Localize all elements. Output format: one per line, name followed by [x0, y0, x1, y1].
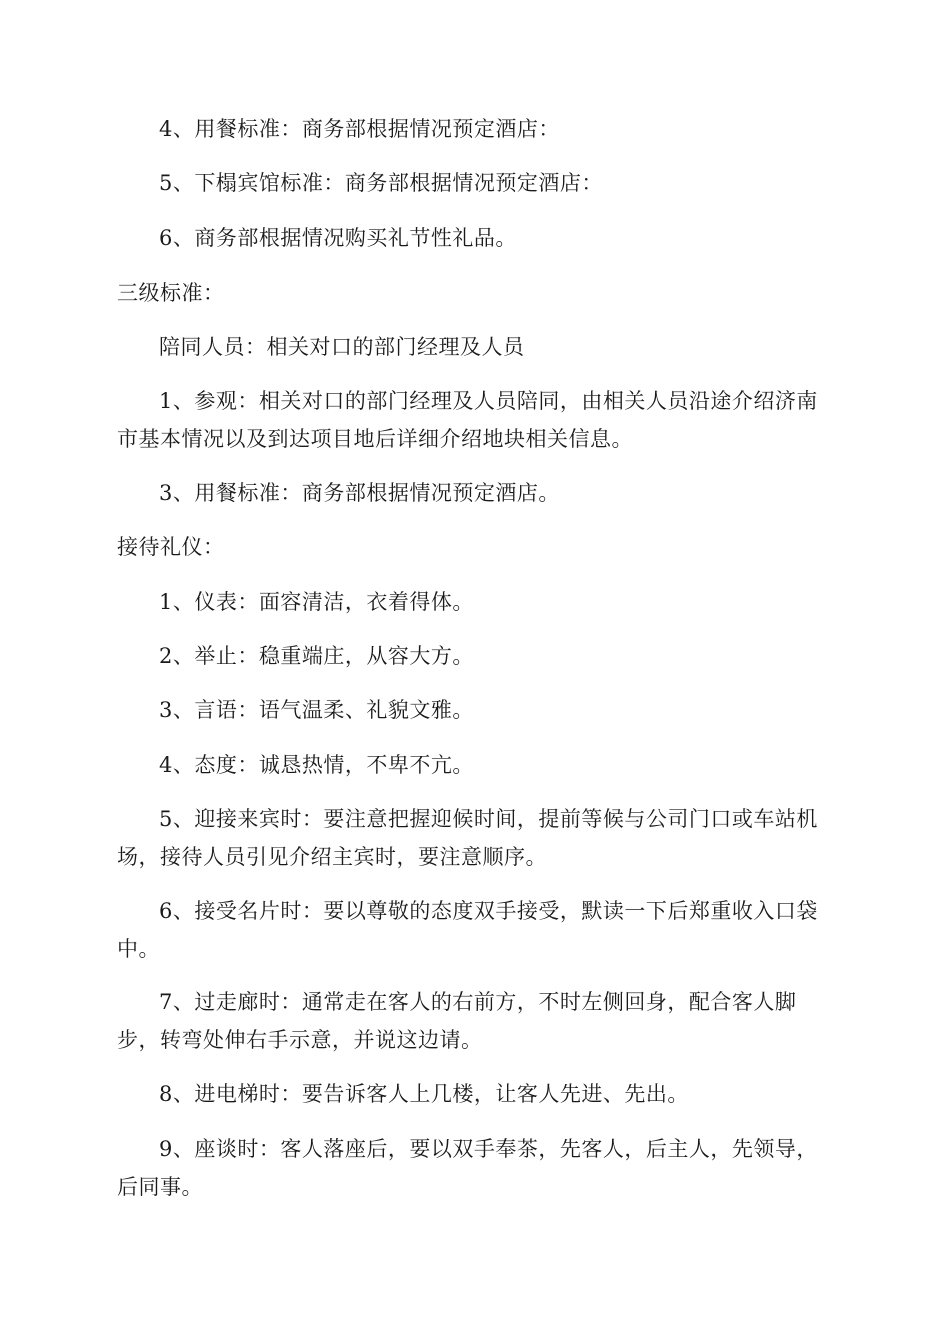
paragraph-meal-standard: 4、用餐标准：商务部根据情况预定酒店：	[159, 117, 560, 141]
paragraph-accompanying-staff: 陪同人员：相关对口的部门经理及人员	[159, 335, 525, 359]
paragraph-hotel-standard: 5、下榻宾馆标准：商务部根据情况预定酒店：	[159, 171, 603, 195]
paragraph-welcome-guests: 5、迎接来宾时：要注意把握迎候时间，提前等候与公司门口或车站机场，接待人员引见介绍主宾时，要注意顺序。	[117, 807, 818, 869]
paragraph-appearance: 1、仪表：面容清洁，衣着得体。	[159, 590, 474, 614]
paragraph-meal-standard-3: 3、用餐标准：商务部根据情况预定酒店。	[159, 481, 560, 505]
section-heading-reception-etiquette: 接待礼仪：	[117, 535, 225, 559]
paragraph-meeting: 9、座谈时：客人落座后，要以双手奉茶，先客人，后主人，先领导，后同事。	[117, 1137, 818, 1199]
paragraph-elevator: 8、进电梯时：要告诉客人上几楼，让客人先进、先出。	[159, 1082, 689, 1106]
paragraph-visit: 1、参观：相关对口的部门经理及人员陪同，由相关人员沿途介绍济南市基本情况以及到达项目地后详细介绍地块相关信息。	[117, 389, 818, 451]
paragraph-behavior: 2、举止：稳重端庄，从容大方。	[159, 644, 474, 668]
paragraph-speech: 3、言语：语气温柔、礼貌文雅。	[159, 698, 474, 722]
paragraph-attitude: 4、态度：诚恳热情，不卑不亢。	[159, 753, 474, 777]
paragraph-business-cards: 6、接受名片时：要以尊敬的态度双手接受，默读一下后郑重收入口袋中。	[117, 899, 818, 961]
paragraph-gift-purchase: 6、商务部根据情况购买礼节性礼品。	[159, 226, 517, 250]
section-heading-level-three: 三级标准：	[117, 281, 225, 305]
paragraph-corridor: 7、过走廊时：通常走在客人的右前方，不时左侧回身，配合客人脚步，转弯处伸右手示意，并说这边请。	[117, 990, 797, 1052]
